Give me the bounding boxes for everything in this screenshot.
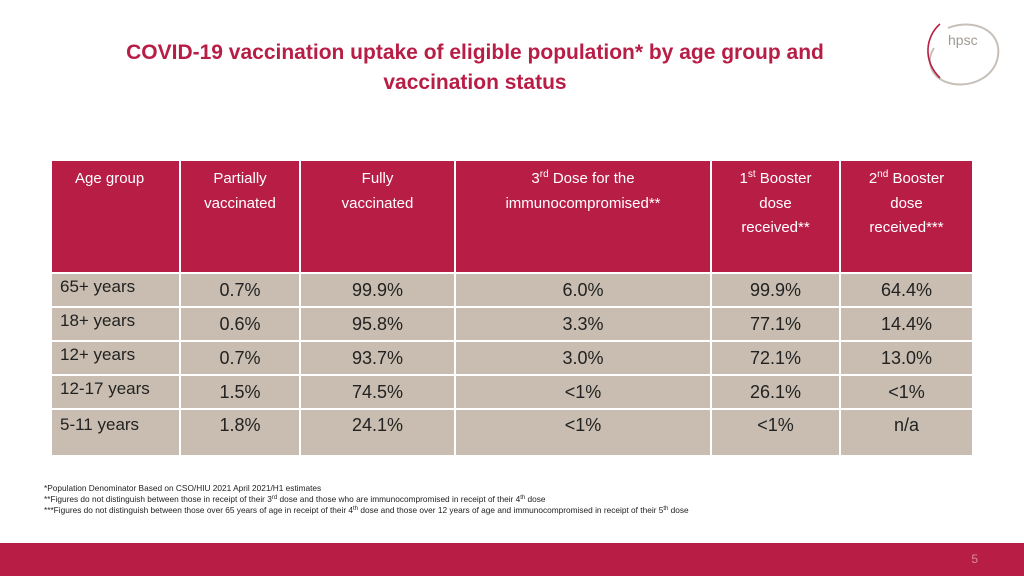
third-dose-cell: 3.3%	[455, 307, 711, 341]
booster2-cell: 14.4%	[840, 307, 972, 341]
table-row	[52, 341, 972, 375]
page-number: 5	[971, 552, 978, 566]
third-dose-cell: <1%	[455, 409, 711, 455]
footnote-1: *Population Denominator Based on CSO/HIU 2021 April 2021/H1 estimates	[44, 483, 322, 493]
header-second-booster: 2nd Booster dose received***	[840, 161, 972, 269]
fully-cell: 99.9%	[300, 273, 455, 307]
partial-cell: 0.6%	[180, 307, 300, 341]
age-cell: 65+ years	[52, 273, 180, 307]
booster1-cell: 99.9%	[711, 273, 840, 307]
booster1-cell: 26.1%	[711, 375, 840, 409]
fully-cell: 93.7%	[300, 341, 455, 375]
title-line-2: vaccination status	[383, 71, 567, 94]
table-row	[52, 375, 972, 409]
third-dose-cell: <1%	[455, 375, 711, 409]
booster1-cell: 72.1%	[711, 341, 840, 375]
age-cell: 18+ years	[52, 307, 180, 341]
logo-text: hpsc	[948, 32, 978, 48]
footer-bar	[0, 543, 1024, 576]
booster2-cell: 64.4%	[840, 273, 972, 307]
age-cell: 5-11 years	[52, 409, 180, 455]
booster1-cell: 77.1%	[711, 307, 840, 341]
header-fully-vaccinated: Fully vaccinated	[300, 161, 455, 269]
vaccination-table	[52, 161, 972, 455]
fully-cell: 95.8%	[300, 307, 455, 341]
third-dose-cell: 6.0%	[455, 273, 711, 307]
footnotes	[44, 483, 689, 516]
booster2-cell: 13.0%	[840, 341, 972, 375]
booster2-cell: n/a	[840, 409, 972, 455]
page-title	[40, 38, 910, 98]
footnote-2: **Figures do not distinguish between those in receipt of their 3rd dose and those who are immunocompromised in receipt of their 4th dose	[44, 494, 546, 504]
header-partially-vaccinated: Partially vaccinated	[180, 161, 300, 269]
header-third-dose: 3rd Dose for the immunocompromised**	[455, 161, 711, 269]
hpsc-logo	[918, 16, 1004, 96]
table-header-row	[52, 161, 972, 269]
footnote-3: ***Figures do not distinguish between those over 65 years of age in receipt of their 4th dose and those over 12 years of age and immunocompromised in receipt of their 5th dose	[44, 505, 689, 515]
partial-cell: 0.7%	[180, 341, 300, 375]
partial-cell: 1.5%	[180, 375, 300, 409]
table-row	[52, 273, 972, 307]
header-age-group: Age group	[52, 161, 180, 269]
partial-cell: 0.7%	[180, 273, 300, 307]
fully-cell: 24.1%	[300, 409, 455, 455]
partial-cell: 1.8%	[180, 409, 300, 455]
booster2-cell: <1%	[840, 375, 972, 409]
third-dose-cell: 3.0%	[455, 341, 711, 375]
table-row	[52, 307, 972, 341]
booster1-cell: <1%	[711, 409, 840, 455]
header-first-booster: 1st Booster dose received**	[711, 161, 840, 269]
title-line-1: COVID-19 vaccination uptake of eligible population* by age group and	[126, 41, 824, 64]
age-cell: 12-17 years	[52, 375, 180, 409]
table-row	[52, 409, 972, 455]
fully-cell: 74.5%	[300, 375, 455, 409]
age-cell: 12+ years	[52, 341, 180, 375]
